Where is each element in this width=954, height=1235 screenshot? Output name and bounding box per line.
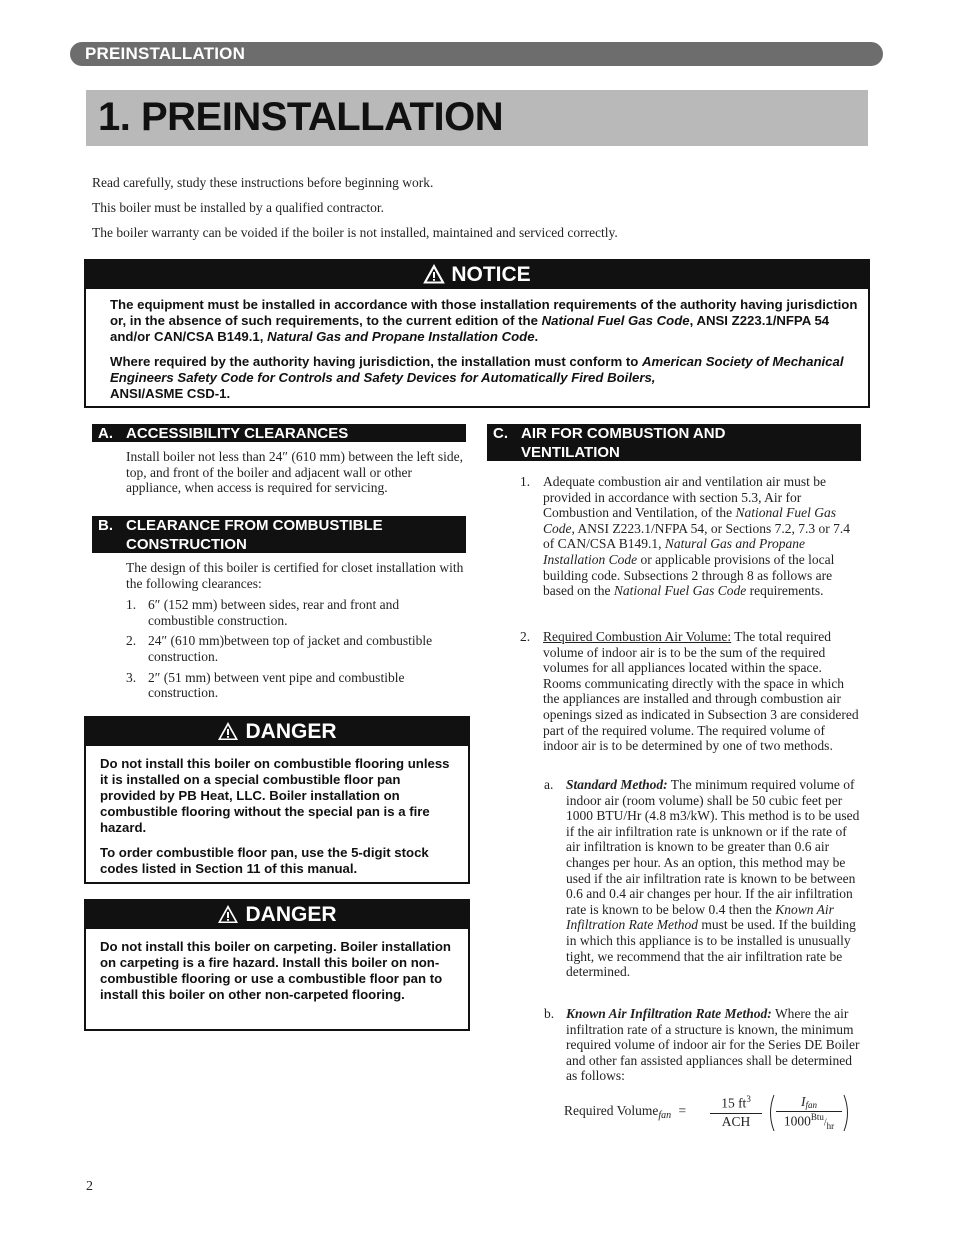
section-a-text: Install boiler not less than 24″ (610 mm) between the left side, top, and front of the boiler and adjacent wall or other appliance, when access is required for servicing.	[126, 449, 464, 496]
chapter-title-box	[86, 90, 868, 146]
required-volume-formula	[564, 1094, 864, 1134]
section-b-intro: The design of this boiler is certified for closet installation with the following clearances:	[126, 560, 464, 591]
danger-2-paragraph-1: Do not install this boiler on carpeting. Boiler installation on carpeting is a fire hazard. Install this boiler on non-combustible flooring or use a combustible floor pan to install this boiler on other non-carpeted flooring.	[100, 939, 451, 1002]
formula-fraction-2: Ifan $1000^{Btu}/_{hr}$	[776, 1094, 842, 1131]
chapter-title: 1. PREINSTALLATION	[98, 95, 504, 139]
danger-box-2	[84, 899, 470, 1031]
running-header	[70, 42, 883, 66]
section-b-heading: B. CLEARANCE FROM COMBUSTIBLE CONSTRUCTION	[92, 516, 466, 553]
notice-box	[84, 259, 870, 408]
danger-header-1	[86, 718, 468, 746]
intro-text	[92, 170, 872, 245]
notice-paragraph-1: The equipment must be installed in accordance with those installation requirements of the authority having jurisdiction or, in the absence of such requirements, to the current edition of the National Fuel Gas Code, ANSI Z223.1/NFPA 54 and/or CAN/CSA B149.1, Natural Gas and Propane Installation Code.	[110, 297, 858, 344]
list-item: 2. 24″ (610 mm)between top of jacket and combustible construction.	[126, 633, 433, 664]
warning-triangle-icon	[423, 264, 445, 292]
formula-fraction-1: 15 $ft^3$ ACH	[710, 1094, 762, 1130]
intro-line-2: This boiler must be installed by a qualified contractor.	[92, 200, 385, 215]
intro-line-1: Read carefully, study these instructions before beginning work.	[92, 175, 434, 190]
section-c-item-2a: a. Standard Method: The minimum required volume of indoor air (room volume) shall be 50 cubic feet per 1000 BTU/Hr (4.8 m3/kW). This method is to be used if the air infiltration rate is unknown or if the rate of air infiltration is known to be greater than 0.6 air changes per hour. As an option, this method may be used if the air infiltration rate is known to be between 0.6 and 0.4 air changes per hour. If the air infiltration rate is known to be below 0.4 then the Known Air Infiltration Rate Method must be used. If the building in which this appliance is to be installed is unusually tight, we recommend that the air infiltration rate be determined.	[544, 777, 860, 980]
notice-label: NOTICE	[451, 263, 531, 286]
section-c-heading: C. AIR FOR COMBUSTION AND VENTILATION	[487, 424, 861, 461]
section-a-heading: A. ACCESSIBILITY CLEARANCES	[92, 424, 466, 442]
running-header-label: PREINSTALLATION	[85, 44, 246, 63]
danger-header-2	[86, 901, 468, 929]
danger-label-2: DANGER	[245, 903, 337, 926]
notice-header	[86, 261, 868, 289]
notice-body	[86, 289, 868, 402]
formula-lhs: Required Volume$_{fan}$ =	[564, 1103, 687, 1121]
warning-triangle-icon	[217, 904, 239, 932]
section-c-item-2: 2. Required Combustion Air Volume: The total required volume of indoor air is to be the sum of the required volumes for all appliances located within the space. Rooms communicating directly with the space in which the appliances are installed and through combustion air openings sized as indicated in Subsection 3 are considered part of the required volume. The required volume of indoor air is to be determined by one of two methods.	[520, 629, 859, 754]
list-item: 1. 6″ (152 mm) between sides, rear and front and combustible construction.	[126, 597, 400, 628]
danger-1-paragraph-2: To order combustible floor pan, use the 5-digit stock codes listed in Section 11 of this manual.	[100, 845, 429, 876]
danger-label-1: DANGER	[245, 720, 337, 743]
left-paren-icon	[766, 1094, 776, 1132]
right-paren-icon	[842, 1094, 852, 1132]
page-number: 2	[86, 1179, 93, 1194]
section-b-text	[126, 560, 468, 701]
section-c-item-2b: b. Known Air Infiltration Rate Method: Where the air infiltration rate of a structure is known, the minimum required volume of indoor air for the Series DE Boiler and other fan assisted appliances shall be determined as follows:	[544, 1006, 860, 1084]
intro-line-3: The boiler warranty can be voided if the boiler is not installed, maintained and serviced correctly.	[92, 225, 618, 240]
danger-body-2	[86, 929, 468, 1003]
danger-1-paragraph-1: Do not install this boiler on combustible flooring unless it is installed on a special combustible floor pan provided by PB Heat, LLC. Boiler installation on combustible flooring without the special pan is a fire hazard.	[100, 756, 450, 835]
list-item: 3. 2″ (51 mm) between vent pipe and combustible construction.	[126, 669, 405, 701]
warning-triangle-icon	[217, 721, 239, 749]
danger-box-1	[84, 716, 470, 884]
section-c-item-1: 1. Adequate combustion air and ventilation air must be provided in accordance with section 5.3, Air for Combustion and Ventilation, of the National Fuel Gas Code, ANSI Z223.1/NFPA 54, or Sections 7.2, 7.3 or 7.4 of CAN/CSA B149.1, Natural Gas and Propane Installation Code or applicable provisions of the local building code. Subsections 2 through 8 as follows are based on the National Fuel Gas Code requirements.	[520, 474, 851, 599]
notice-paragraph-2: Where required by the authority having jurisdiction, the installation must conform to American Society of Mechanical Engineers Safety Code for Controls and Safety Devices for Automatically Fired Boilers, ANSI/ASME CSD-1.	[110, 354, 844, 401]
danger-body-1	[86, 746, 468, 877]
